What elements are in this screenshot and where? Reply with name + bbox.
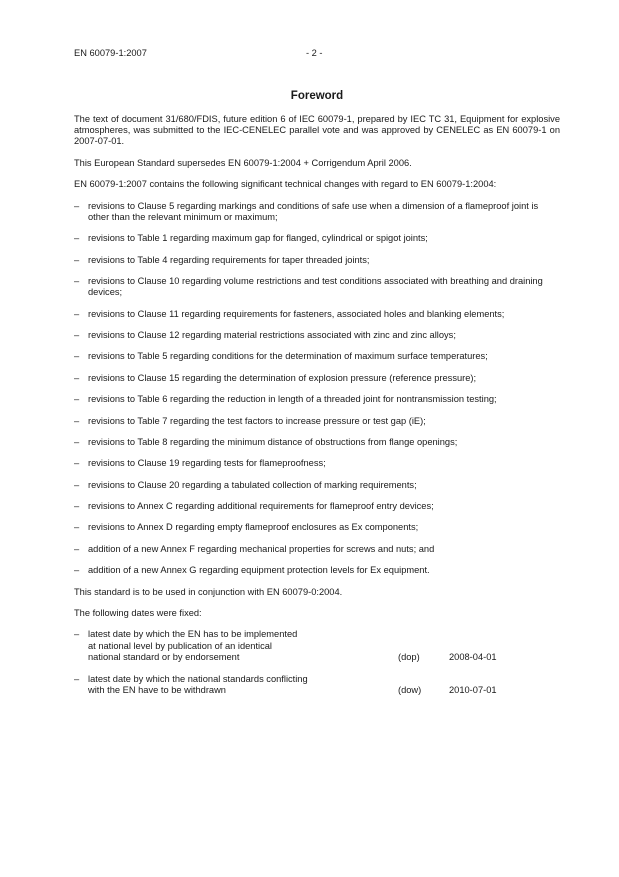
list-item — [74, 351, 560, 362]
list-dash: – — [74, 629, 80, 640]
list-item — [74, 480, 560, 491]
list-item-text: revisions to Table 7 regarding the test factors to increase pressure or test gap (iE); — [88, 415, 426, 426]
description-line: latest date by which the EN has to be implemented — [88, 629, 298, 640]
list-dash: – — [74, 394, 80, 405]
list-dash: – — [74, 479, 80, 490]
list-item — [74, 522, 560, 533]
list-dash: – — [74, 372, 80, 383]
date-abbreviation: (dop) — [398, 651, 420, 662]
list-dash: – — [74, 329, 80, 340]
list-dash: – — [74, 436, 80, 447]
list-item — [74, 394, 560, 405]
description-line: national standard or by endorsement — [88, 651, 240, 662]
date-value: 2008-04-01 — [449, 651, 497, 662]
list-dash: – — [74, 673, 80, 684]
list-item — [74, 416, 560, 427]
list-item — [74, 501, 560, 512]
conjunction-paragraph: This standard is to be used in conjunction with EN 60079-0:2004. — [74, 586, 343, 597]
list-dash: – — [74, 233, 80, 244]
list-item — [74, 437, 560, 448]
list-item-text: revisions to Clause 12 regarding material restrictions associated with zinc and zinc alloys; — [88, 329, 456, 340]
list-dash: – — [74, 543, 80, 554]
list-dash: – — [74, 501, 80, 512]
list-item-text: addition of a new Annex F regarding mechanical properties for screws and nuts; and — [88, 543, 435, 554]
list-item — [74, 233, 560, 244]
list-item — [74, 373, 560, 384]
list-item-text: revisions to Clause 19 regarding tests for flameproofness; — [88, 458, 326, 469]
dates-list — [74, 629, 560, 696]
page-header — [74, 48, 560, 60]
date-abbreviation: (dow) — [398, 684, 422, 695]
list-dash: – — [74, 275, 80, 286]
list-item — [74, 201, 560, 223]
document-body — [74, 114, 560, 706]
date-item-dow — [74, 674, 560, 696]
page-title: Foreword — [290, 90, 344, 102]
list-item-text: revisions to Table 4 regarding requirements for taper threaded joints; — [88, 254, 370, 265]
date-item-dop — [74, 629, 560, 663]
list-dash: – — [74, 254, 80, 265]
list-item-text: revisions to Clause 15 regarding the determination of explosion pressure (reference pressure); — [88, 372, 477, 383]
list-item-text: revisions to Table 5 regarding conditions for the determination of maximum surface temperatures; — [88, 351, 488, 362]
changes-list — [74, 201, 560, 577]
list-item — [74, 276, 560, 298]
list-item — [74, 330, 560, 341]
description-line: at national level by publication of an identical — [88, 640, 272, 651]
list-dash: – — [74, 522, 80, 533]
date-item-description — [88, 674, 388, 696]
list-item-text: revisions to Clause 11 regarding requirements for fasteners, associated holes and blanking elements; — [88, 308, 505, 319]
supersedes-paragraph: This European Standard supersedes EN 60079-1:2004 + Corrigendum April 2006. — [74, 157, 412, 168]
list-item-text: revisions to Clause 10 regarding volume restrictions and test conditions associated with breathing and draining devices; — [88, 275, 543, 298]
changes-intro-paragraph: EN 60079-1:2007 contains the following significant technical changes with regard to EN 60079-1:2004: — [74, 179, 497, 190]
list-item-text: revisions to Clause 20 regarding a tabulated collection of marking requirements; — [88, 479, 417, 490]
list-dash: – — [74, 351, 80, 362]
list-item-text: revisions to Annex C regarding additional requirements for flameproof entry devices; — [88, 501, 434, 512]
list-item-text: revisions to Annex D regarding empty flameproof enclosures as Ex components; — [88, 522, 419, 533]
description-line: with the EN have to be withdrawn — [88, 684, 226, 695]
list-dash: – — [74, 415, 80, 426]
list-dash: – — [74, 200, 80, 211]
list-item-text: addition of a new Annex G regarding equipment protection levels for Ex equipment. — [88, 565, 430, 576]
list-dash: – — [74, 458, 80, 469]
list-item — [74, 255, 560, 266]
dates-intro-paragraph: The following dates were fixed: — [74, 608, 202, 619]
list-item-text: revisions to Clause 5 regarding markings and conditions of safe use when a dimension of a flameproof joint is other than the relevant minimum or maximum; — [88, 200, 539, 222]
list-item — [74, 309, 560, 320]
list-dash: – — [74, 308, 80, 319]
list-item — [74, 544, 560, 555]
date-item-description — [88, 629, 388, 663]
list-item-text: revisions to Table 1 regarding maximum gap for flanged, cylindrical or spigot joints; — [88, 233, 428, 244]
description-line: latest date by which the national standards conflicting — [88, 673, 308, 684]
list-item — [74, 458, 560, 469]
list-item-text: revisions to Table 6 regarding the reduction in length of a threaded joint for nontransmission testing; — [88, 394, 497, 405]
page-number: - 2 - — [306, 48, 323, 58]
list-item-text: revisions to Table 8 regarding the minimum distance of obstructions from flange openings; — [88, 436, 458, 447]
list-item — [74, 565, 560, 576]
standard-number: EN 60079-1:2007 — [74, 48, 147, 58]
list-dash: – — [74, 565, 80, 576]
date-value: 2010-07-01 — [449, 684, 497, 695]
intro-paragraph: The text of document 31/680/FDIS, future edition 6 of IEC 60079-1, prepared by IEC TC 31, Equipment for explosive atmospheres, was submitted to the IEC-CENELEC parallel vote and was approved by CENELEC as EN 60079-1 on 2007-07-01. — [74, 114, 560, 147]
